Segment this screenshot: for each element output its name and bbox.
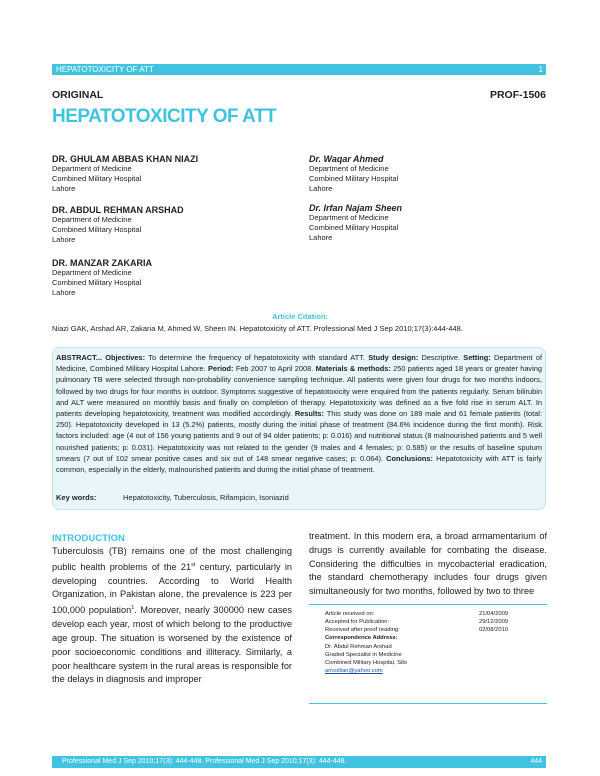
setting-label: Setting: bbox=[463, 353, 494, 362]
prof-code: PROF-1506 bbox=[489, 89, 546, 101]
author-block-4 bbox=[309, 154, 398, 194]
correspondence-line: Dr. Abdul Rehman Arshad bbox=[325, 644, 392, 650]
methods-text: 250 patients aged 18 years or greater having pulmonary TB were selected through non-probability convenience sampling technique. All patients were given four drugs for two months indoors, followed by two drugs for four months in outdoor. Symptoms suggestive of hepatotoxicity were enquired from the patients regularly. Serum bilirubin and ALT were measured on monthly basis and finally on completion of therapy. Hepatotoxicity was defined as a five fold rise in serum ALT. In patients developing hepatotoxicity, treatment was modified accordingly. bbox=[56, 364, 542, 419]
correspondence-line: Combined Military Hospital, Sibi bbox=[325, 660, 407, 666]
author-affiliation: Combined Military Hospital bbox=[309, 174, 399, 183]
author-affiliation: Combined Military Hospital bbox=[52, 278, 142, 287]
footer-bar bbox=[52, 756, 546, 768]
methods-label: Materials & methods: bbox=[315, 364, 394, 374]
author-name: DR. MANZAR ZAKARIA bbox=[52, 258, 152, 268]
author-affiliation: Department of Medicine bbox=[52, 215, 132, 224]
footer-page-number: 444 bbox=[530, 758, 542, 765]
received-label: Article received on: bbox=[325, 611, 375, 617]
author-affiliation: Combined Military Hospital bbox=[309, 223, 399, 232]
conclusions-text: Hepatotoxicity with ATT is fairly common, especially in the elderly, malnourished patients and during the initial phase of treatment. bbox=[56, 453, 542, 475]
superscript: st bbox=[191, 561, 196, 568]
author-name: Dr. Irfan Najam Sheen bbox=[309, 203, 403, 213]
intro-column-2: treatment. In this modern era, a broad armamentarium of drugs is currently available for combating the disease. Considering the difficulties in mycobacterial eradication, the standard chemotherapy includes four drugs given simultaneously for two months, followed by two to three bbox=[309, 531, 547, 597]
article-title: HEPATOTOXICITY OF ATT bbox=[52, 106, 277, 127]
proof-label: Received after proof reading: bbox=[325, 627, 400, 633]
accepted-date: 29/12/2009 bbox=[479, 619, 509, 625]
proof-date: 02/08/2010 bbox=[479, 627, 509, 633]
author-block-1 bbox=[52, 154, 198, 194]
design-text: Descriptive. bbox=[421, 353, 464, 362]
author-affiliation: Department of Medicine bbox=[309, 164, 389, 173]
correspondence-label: Correspondence Address: bbox=[325, 635, 398, 641]
author-affiliation: Combined Military Hospital bbox=[52, 225, 142, 234]
author-affiliation: Lahore bbox=[52, 184, 76, 193]
citation-text: Niazi GAK, Arshad AR, Zakaria M, Ahmed W, Sheen IN. Hepatotoxicity of ATT. Professional Med J Sep 2010;17(3):444-448. bbox=[52, 324, 463, 333]
keywords-label: Key words: bbox=[56, 493, 97, 502]
footer-citation: Professional Med J Sep 2010;17(3): 444-448. Professional Med J Sep 2010;17(3): 444-448. bbox=[62, 758, 347, 765]
article-type: ORIGINAL bbox=[52, 89, 104, 101]
author-affiliation: Department of Medicine bbox=[52, 268, 132, 277]
intro-text: century, particularly in developing countries. According to World Health Organization, in Pakistan alone, the prevalence is 223 per 100,000 population bbox=[52, 561, 292, 616]
author-affiliation: Department of Medicine bbox=[52, 164, 132, 173]
author-affiliation: Department of Medicine bbox=[309, 213, 389, 222]
correspondence-line: Graded Specialist in Medicine bbox=[325, 652, 402, 658]
intro-text: . Moreover, nearly 300000 new cases develop each year, most of which belong to the productive age group. The situation is worsened by the existence of poor socioeconomic conditions and illiteracy. Similarly, a poor healthcare system in the rural areas is responsible for the delays in diagnosis and improper bbox=[52, 605, 293, 685]
citation-heading: Article Citation: bbox=[272, 312, 328, 321]
objectives-label: Objectives: bbox=[105, 353, 149, 362]
author-name: Dr. Waqar Ahmed bbox=[309, 154, 384, 164]
email-link[interactable]: arrcollian@yahoo.com bbox=[325, 668, 383, 674]
running-header-bar bbox=[52, 64, 546, 75]
period-label: Period: bbox=[208, 364, 236, 374]
author-affiliation: Combined Military Hospital bbox=[52, 174, 142, 183]
keywords-value: Hepatotoxicity, Tuberculosis, Rifampicin, Isoniazid bbox=[123, 493, 289, 502]
received-date: 21/04/2009 bbox=[479, 611, 509, 617]
intro-column-1 bbox=[52, 545, 292, 687]
author-affiliation: Lahore bbox=[309, 233, 333, 242]
intro-text: Tuberculosis (TB) remains one of the most challenging public health problems of the 21 bbox=[52, 546, 292, 572]
results-text: This study was done on 189 male and 61 female patients (total: 250). Hepatotoxicity developed in 13 (5.2%) patients, mostly during the initial phase of treatment (84.6% incidence during the first month). Risk factors included: age (4 out of 156 young patients and 9 out of 94 older patients; p: 0.016) and nutritional status (8 malnourished patients and 5 well nourished patients; p: 0.031). Hepatotoxicity was not related to the gender (9 males and 4 females; p: 0.585) or the results of baseline sputum smears (7 out of 102 smear positive cases and six out of 148 smear negative cases; p: 0.064). bbox=[56, 409, 542, 463]
accepted-label: Accepted for Publication: bbox=[325, 619, 390, 625]
author-affiliation: Lahore bbox=[52, 288, 76, 297]
author-block-3 bbox=[52, 258, 152, 298]
running-title: HEPATOTOXICITY OF ATT bbox=[56, 65, 154, 74]
objectives-text: To determine the frequency of hepatotoxicity with standard ATT. bbox=[148, 353, 369, 362]
author-block-2 bbox=[52, 205, 184, 245]
abstract-text bbox=[56, 352, 542, 475]
header-page-number: 1 bbox=[538, 65, 543, 74]
introduction-heading: INTRODUCTION bbox=[52, 533, 125, 544]
author-block-5 bbox=[309, 203, 402, 243]
author-affiliation: Lahore bbox=[52, 235, 76, 244]
abstract-lead: ABSTRACT... bbox=[56, 353, 106, 362]
period-text: Feb 2007 to April 2008. bbox=[235, 364, 316, 374]
conclusions-label: Conclusions: bbox=[386, 453, 437, 463]
design-label: Study design: bbox=[368, 353, 422, 362]
results-label: Results: bbox=[294, 409, 327, 419]
reference-marker: 1 bbox=[131, 605, 135, 612]
author-name: DR. ABDUL REHMAN ARSHAD bbox=[52, 205, 184, 215]
article-info-box bbox=[309, 604, 547, 704]
author-name: DR. GHULAM ABBAS KHAN NIAZI bbox=[52, 154, 199, 164]
author-affiliation: Lahore bbox=[309, 184, 333, 193]
setting-text: Department of Medicine, Combined Military Hospital Lahore. bbox=[56, 353, 542, 374]
